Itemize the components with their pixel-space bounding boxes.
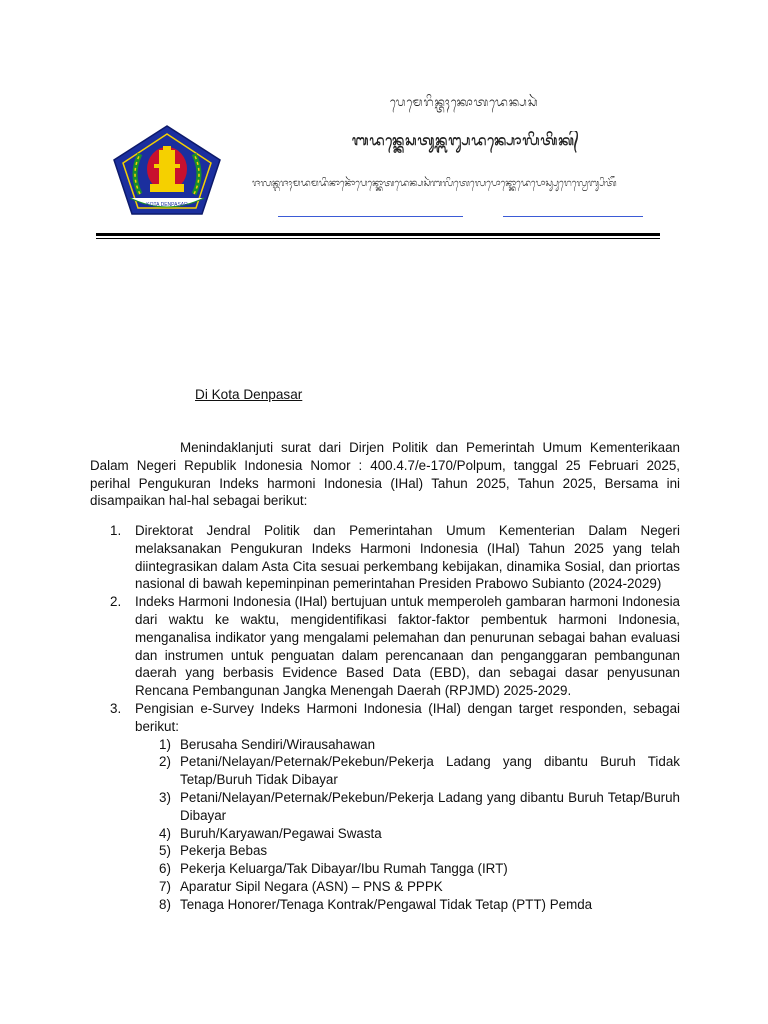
list-item <box>90 522 680 593</box>
respondent-item <box>135 736 680 754</box>
respondent-number: 8) <box>159 896 171 912</box>
respondent-text: Tenaga Honorer/Tenaga Kontrak/Pengawal Tidak Tetap (PTT) Pemda <box>180 896 593 912</box>
respondent-list <box>135 736 680 914</box>
respondent-text: Berusaha Sendiri/Wirausahawan <box>180 736 376 752</box>
list-text: Indeks Harmoni Indonesia (IHal) bertujuan untuk memperoleh gambaran harmoni Indonesia dari waktu ke waktu, mengidentifikasi faktor-faktor pembentuk harmoni Indonesia, menganalisa indikator yang mengalami pelemahan dan penurunan sebagai bahan evaluasi dan instrumen untuk penguatan dalam perencanaan dan penganggaran pembangunan daerah yang berbasis Evidence Based Data (EBD), dan sebagai dasar penyusunan Rencana Pembangunan Jangka Menengah Daerah (RPJMD) 2025-2029. <box>135 594 680 699</box>
letterhead-rule-thin <box>96 238 660 239</box>
respondent-item <box>135 896 680 914</box>
header-script-line-1: ᬧᬾᬫᬾᬭᬶᬦ᭄ᬢᬄᬓᭀᬢᬤᬾᬦ᭄ᬧᬲᬃ <box>390 95 539 109</box>
respondent-number: 3) <box>159 789 171 805</box>
letterhead-rule-thick <box>96 233 660 236</box>
respondent-text: Buruh/Karyawan/Pegawai Swasta <box>180 825 382 841</box>
list-number: 2. <box>110 594 122 610</box>
list-text: Direktorat Jendral Politik dan Pemerintahan Umum Kementerian Dalam Negeri melaksanakan Pengukuran Indeks Harmoni Indonesia (IHal) Tahun 2025 yang telah diintegrasikan dalam Asta Cita sesuai perkembang kebijakan, dinamika Sosial, dan priortas nasional di bawah kepeminpinan pemerintahan Presiden Prabowo Subianto (2024-2029) <box>135 523 680 592</box>
respondent-item <box>135 825 680 843</box>
header-script-line-3: ᬚᬮᬦ᭄ᬕᬚᬄᬫᬤᬫᬤᬶᬦᬵᬦᭀᬃᬧᬾᬦ᭄ᬓᭀᬢᬤᬾᬦ᭄ᬧᬲᬃᬩᬮᬶᬢᬾᬮᬾᬧᭀᬦ᭄ᬓᭀᬤᬾᬧᭀᬲ᭄ᬲᬸᬭᬾᬮ᭄ᬯᬾᬩ᭄ᬲᬶᬢᭂ <box>252 178 617 189</box>
respondent-number: 7) <box>159 878 171 894</box>
respondent-item <box>135 860 680 878</box>
logo-banner-text: KOTA DENPASAR <box>146 202 188 208</box>
respondent-text: Pekerja Keluarga/Tak Dibayar/Ibu Rumah Tangga (IRT) <box>180 861 508 877</box>
respondent-text: Pekerja Bebas <box>180 843 268 859</box>
respondent-item <box>135 753 680 789</box>
respondent-text: Petani/Nelayan/Peternak/Pekebun/Pekerja Ladang yang dibantu Buruh Tetap/Buruh Dibayar <box>180 789 680 823</box>
respondent-item <box>135 842 680 860</box>
respondent-number: 6) <box>159 861 171 877</box>
city-emblem-logo <box>110 124 224 216</box>
header-script-line-2: ᬩᬤᬦ᭄ᬓᬾᬲᬢᬸᬦ᭄ᬩᬗ᭄ᬲᬤᬦ᭄ᬧᭀᬮᬶᬢᬶᬓ᭄ <box>352 133 580 149</box>
respondent-number: 1) <box>159 736 171 752</box>
list-number: 1. <box>110 523 122 538</box>
respondent-number: 5) <box>159 843 171 859</box>
points-list <box>90 522 680 914</box>
respondent-item <box>135 878 680 896</box>
intro-paragraph <box>90 439 680 510</box>
respondent-text: Aparatur Sipil Negara (ASN) – PNS & PPPK <box>180 878 443 894</box>
list-number: 3. <box>110 700 122 716</box>
header-link-line-1 <box>278 216 463 217</box>
list-item <box>90 593 680 700</box>
recipient-place: Di Kota Denpasar <box>195 387 303 402</box>
respondent-text: Petani/Nelayan/Peternak/Pekebun/Pekerja Ladang yang dibantu Buruh Tidak Tetap/Buruh Tidak Dibayar <box>180 754 680 788</box>
respondent-number: 4) <box>159 825 171 841</box>
list-text: Pengisian e-Survey Indeks Harmoni Indonesia (IHal) dengan target responden, sebagai berikut: <box>135 700 680 734</box>
list-item <box>90 700 680 736</box>
intro-text: Menindaklanjuti surat dari Dirjen Politik dan Pemerintah Umum Kementerikaan Dalam Negeri Republik Indonesia Nomor : 400.4.7/e-170/Polpum, tanggal 25 Februari 2025, perihal Pengukuran Indeks harmoni Indonesia (IHal) Tahun 2025, Tahun 2025, Bersama ini disampaikan hal-hal sebagai berikut: <box>90 440 680 509</box>
respondent-item <box>135 789 680 825</box>
header-link-line-2 <box>503 216 643 217</box>
respondent-number: 2) <box>159 754 171 770</box>
